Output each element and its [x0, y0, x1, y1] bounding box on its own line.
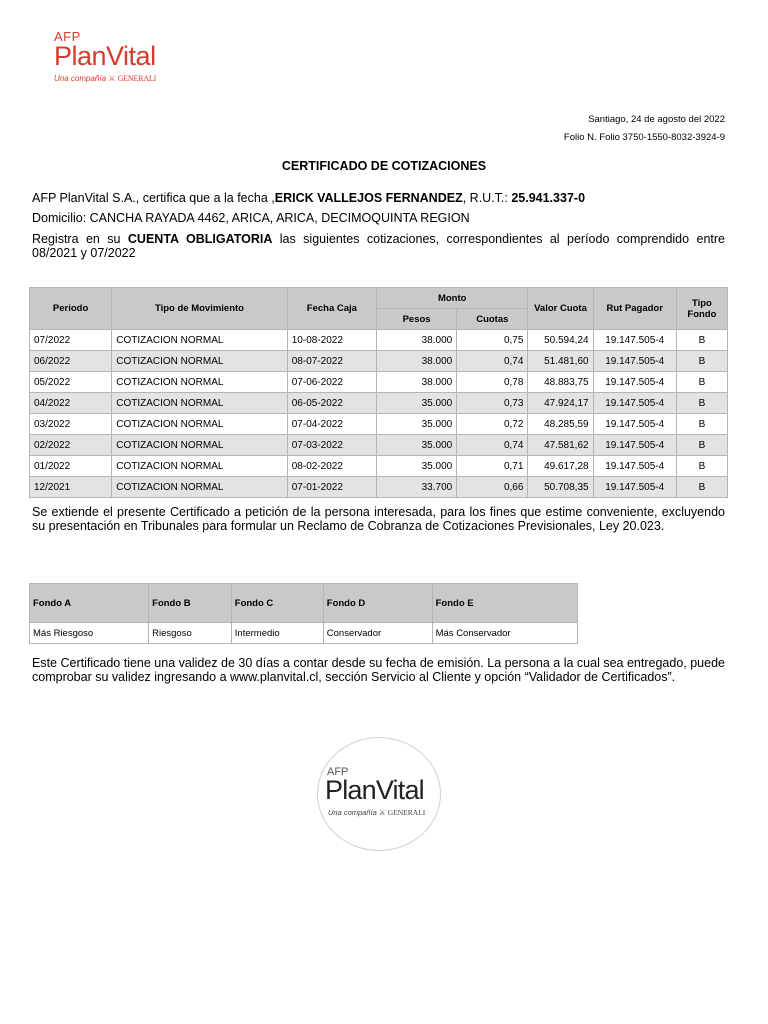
cell-tipo: COTIZACION NORMAL: [112, 477, 288, 498]
fund-header: Fondo D: [323, 584, 432, 623]
cell-pesos: 35.000: [376, 435, 456, 456]
table-row: [30, 477, 728, 498]
account-type: CUENTA OBLIGATORIA: [127, 232, 273, 246]
cell-fecha: 07-03-2022: [287, 435, 376, 456]
seal-tagline: [328, 808, 425, 817]
cell-cuotas: 0,73: [457, 393, 528, 414]
cell-cuotas: 0,72: [457, 414, 528, 435]
cell-fondo: B: [676, 414, 727, 435]
fund-risk: Más Conservador: [432, 623, 577, 644]
cell-fondo: B: [676, 435, 727, 456]
fund-risk: Riesgoso: [149, 623, 232, 644]
table-row: [30, 372, 728, 393]
cell-pesos: 38.000: [376, 372, 456, 393]
cell-cuotas: 0,71: [457, 456, 528, 477]
cell-valor: 47.581,62: [528, 435, 593, 456]
folio-number: Folio N. Folio 3750-1550-8032-3924-9: [563, 132, 725, 143]
cell-valor: 50.708,35: [528, 477, 593, 498]
fund-risk: Intermedio: [231, 623, 323, 644]
cell-valor: 51.481,60: [528, 351, 593, 372]
cell-fecha: 07-06-2022: [287, 372, 376, 393]
col-monto: Monto: [376, 288, 527, 309]
cell-pesos: 38.000: [376, 351, 456, 372]
cell-fecha: 10-08-2022: [287, 330, 376, 351]
fund-risk: Conservador: [323, 623, 432, 644]
col-fecha-caja: Fecha Caja: [287, 288, 376, 330]
planvital-seal: [317, 737, 441, 851]
cell-periodo: 03/2022: [30, 414, 112, 435]
logo-afp-text: AFP: [54, 29, 81, 44]
cell-periodo: 06/2022: [30, 351, 112, 372]
cell-valor: 50.594,24: [528, 330, 593, 351]
fund-header: Fondo E: [432, 584, 577, 623]
rut-label: , R.U.T.:: [462, 191, 512, 205]
seal-afp-text: AFP: [327, 766, 349, 778]
generali-lion-icon: ⚔: [378, 808, 386, 817]
logo-parent-text: GENERALI: [117, 74, 157, 83]
cell-fondo: B: [676, 372, 727, 393]
table-row: [30, 330, 728, 351]
cell-fondo: B: [676, 477, 727, 498]
cell-rut: 19.147.505-4: [593, 435, 676, 456]
affiliate-rut: 25.941.337-0: [511, 191, 586, 205]
cell-fondo: B: [676, 351, 727, 372]
cell-tipo: COTIZACION NORMAL: [112, 414, 288, 435]
col-valor-cuota: Valor Cuota: [528, 288, 593, 330]
cell-fecha: 06-05-2022: [287, 393, 376, 414]
cell-periodo: 04/2022: [30, 393, 112, 414]
cell-rut: 19.147.505-4: [593, 456, 676, 477]
account-line: [32, 232, 725, 260]
cell-rut: 19.147.505-4: [593, 414, 676, 435]
col-pesos: Pesos: [376, 309, 456, 330]
cell-periodo: 01/2022: [30, 456, 112, 477]
cell-tipo: COTIZACION NORMAL: [112, 351, 288, 372]
cell-rut: 19.147.505-4: [593, 393, 676, 414]
cell-pesos: 35.000: [376, 456, 456, 477]
table-row: [30, 435, 728, 456]
cell-cuotas: 0,74: [457, 351, 528, 372]
col-tipo-movimiento: Tipo de Movimiento: [112, 288, 288, 330]
cell-periodo: 12/2021: [30, 477, 112, 498]
seal-tagline-text: Una compañía: [328, 808, 377, 817]
fund-header: Fondo B: [149, 584, 232, 623]
cell-cuotas: 0,74: [457, 435, 528, 456]
cell-pesos: 38.000: [376, 330, 456, 351]
cell-cuotas: 0,75: [457, 330, 528, 351]
fund-header: Fondo C: [231, 584, 323, 623]
cell-rut: 19.147.505-4: [593, 372, 676, 393]
generali-lion-icon: ⚔: [108, 74, 116, 83]
table-row: [30, 393, 728, 414]
cell-pesos: 35.000: [376, 393, 456, 414]
table-row: [30, 623, 578, 644]
cell-tipo: COTIZACION NORMAL: [112, 456, 288, 477]
cell-periodo: 02/2022: [30, 435, 112, 456]
cell-fecha: 07-01-2022: [287, 477, 376, 498]
logo-tagline: [54, 74, 156, 83]
table-row: [30, 456, 728, 477]
account-period: las siguientes cotizaciones, correspondientes al período comprendido entre 08/2021 y 07/2022: [32, 232, 725, 260]
fund-header: Fondo A: [30, 584, 149, 623]
logo-tagline-text: Una compañía: [54, 74, 107, 83]
col-periodo: Periodo: [30, 288, 112, 330]
funds-table: [29, 583, 578, 644]
cell-rut: 19.147.505-4: [593, 477, 676, 498]
cell-tipo: COTIZACION NORMAL: [112, 435, 288, 456]
certification-line: [32, 191, 725, 205]
cell-cuotas: 0,66: [457, 477, 528, 498]
cell-valor: 47.924,17: [528, 393, 593, 414]
cell-fondo: B: [676, 456, 727, 477]
address-line: Domicilio: CANCHA RAYADA 4462, ARICA, ARICA, DECIMOQUINTA REGION: [32, 211, 470, 225]
col-tipo-fondo: Tipo Fondo: [676, 288, 727, 330]
account-prefix: Registra en su: [32, 232, 128, 246]
seal-parent-text: GENERALI: [387, 808, 426, 817]
cell-pesos: 35.000: [376, 414, 456, 435]
cell-fecha: 07-04-2022: [287, 414, 376, 435]
company-logo: [54, 29, 174, 87]
validity-paragraph: Este Certificado tiene una validez de 30 días a contar desde su fecha de emisión. La persona a la cual sea entregado, puede comprobar su validez ingresando a www.planvital.cl, sección Servicio al Cliente y opción “Validador de Certificados”.: [32, 656, 725, 684]
table-row: [30, 351, 728, 372]
table-row: [30, 414, 728, 435]
fund-risk: Más Riesgoso: [30, 623, 149, 644]
contributions-table: [29, 287, 728, 498]
cell-fondo: B: [676, 330, 727, 351]
col-cuotas: Cuotas: [457, 309, 528, 330]
cell-periodo: 07/2022: [30, 330, 112, 351]
affiliate-name: ERICK VALLEJOS FERNANDEZ: [274, 191, 463, 205]
cell-valor: 49.617,28: [528, 456, 593, 477]
cell-tipo: COTIZACION NORMAL: [112, 330, 288, 351]
statement-paragraph: Se extiende el presente Certificado a petición de la persona interesada, para los fines que estime conveniente, excluyendo su presentación en Tribunales para formular un Reclamo de Cobranza de Cotizaciones Previsionales, Ley 20.023.: [32, 505, 725, 533]
cell-valor: 48.285,59: [528, 414, 593, 435]
cell-cuotas: 0,78: [457, 372, 528, 393]
col-rut-pagador: Rut Pagador: [593, 288, 676, 330]
cell-rut: 19.147.505-4: [593, 351, 676, 372]
logo-name-text: PlanVital: [54, 41, 156, 71]
place-date: Santiago, 24 de agosto del 2022: [588, 114, 725, 125]
cell-tipo: COTIZACION NORMAL: [112, 393, 288, 414]
cell-periodo: 05/2022: [30, 372, 112, 393]
cell-tipo: COTIZACION NORMAL: [112, 372, 288, 393]
certificate-title: CERTIFICADO DE COTIZACIONES: [281, 159, 487, 173]
certification-prefix: AFP PlanVital S.A., certifica que a la fecha ,: [32, 191, 275, 205]
cell-rut: 19.147.505-4: [593, 330, 676, 351]
cell-fecha: 08-07-2022: [287, 351, 376, 372]
cell-fondo: B: [676, 393, 727, 414]
seal-name-text: PlanVital: [325, 775, 424, 805]
cell-fecha: 08-02-2022: [287, 456, 376, 477]
cell-valor: 48.883,75: [528, 372, 593, 393]
cell-pesos: 33.700: [376, 477, 456, 498]
